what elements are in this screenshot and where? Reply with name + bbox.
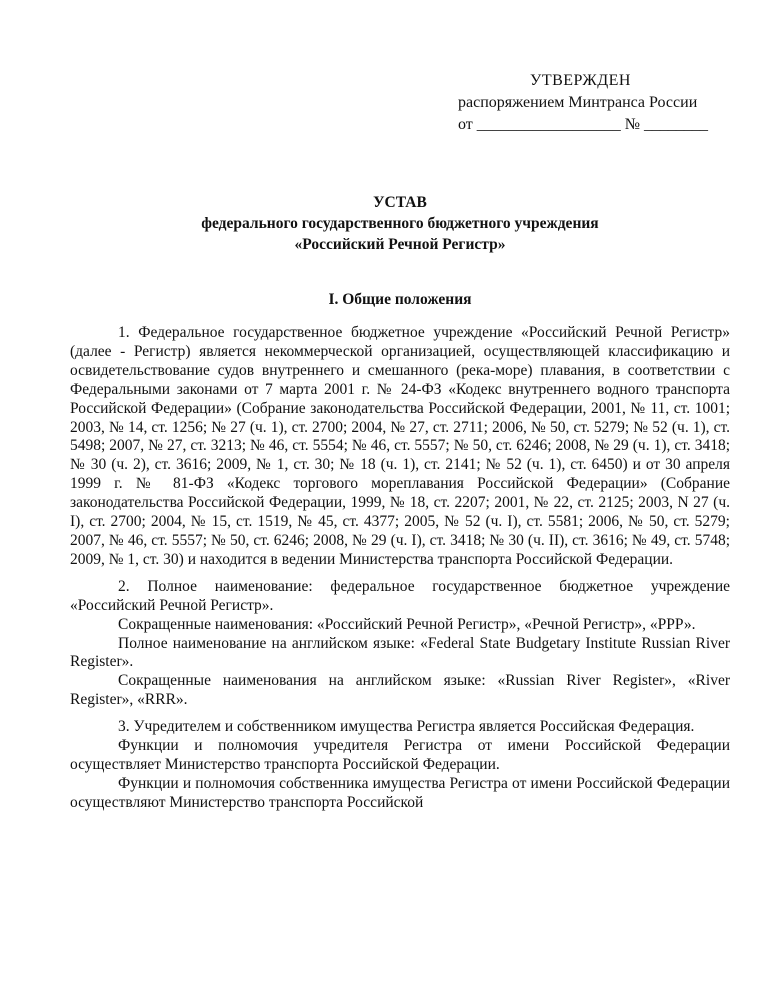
paragraph-owner-functions: Функции и полномочия собственника имущества Регистра от имени Российской Федерации осуществляют Министерство транспорта Российской: [70, 774, 730, 811]
paragraph-english-full-name: Полное наименование на английском языке: «Federal State Budgetary Institute Russian River Register».: [70, 634, 730, 671]
paragraph-founder-functions: Функции и полномочия учредителя Регистра от имени Российской Федерации осуществляет Министерство транспорта Российской Федерации.: [70, 737, 730, 773]
document-body: [70, 324, 730, 813]
title-line-charter: УСТАВ: [373, 194, 427, 211]
approval-title: УТВЕРЖДЕН: [530, 72, 631, 89]
title-line-institution-type: федерального государственного бюджетного учреждения: [201, 215, 599, 232]
document-title: [70, 192, 730, 255]
paragraph-short-names: Сокращенные наименования: «Российский Речной Регистр», «Речной Регистр», «РРР».: [118, 615, 696, 633]
approval-date-number-line: от __________________ № ________: [458, 116, 709, 133]
approval-order-line: распоряжением Минтранса России: [458, 94, 698, 111]
title-line-institution-name: «Российский Речной Регистр»: [294, 236, 506, 253]
paragraph-english-short-names: Сокращенные наименования на английском языке: «Russian River Register», «River Register», «RRR».: [70, 672, 730, 709]
paragraph-2: 2. Полное наименование: федеральное государственное бюджетное учреждение «Российский Речной Регистр».: [70, 577, 730, 614]
paragraph-3: 3. Учредителем и собственником имущества Регистра является Российская Федерация.: [118, 718, 695, 736]
paragraph-1: 1. Федеральное государственное бюджетное учреждение «Российский Речной Регистр» (далее - Регистр) является некоммерческой организацией, осуществляющей классификацию и освидетельствование судов внутреннего и смешанного (река-море) плавания, в соответствии с Федеральными законами от 7 марта 2001 г. № 24-ФЗ «Кодекс внутреннего водного транспорта Российской Федерации» (Собрание законодательства Российской Федерации, 2001, № 11, ст. 1001; 2003, № 14, ст. 1256; № 27 (ч. 1), ст. 2700; 2004, № 27, ст. 2711; 2006, № 50, ст. 5279; № 52 (ч. 1), ст. 5498; 2007, № 27, ст. 3213; № 46, ст. 5554; № 46, ст. 5557; № 50, ст. 6246; 2008, № 29 (ч. 1), ст. 3418; № 30 (ч. 2), ст. 3616; 2009, № 1, ст. 30; № 18 (ч. 1), ст. 2141; № 52 (ч. 1), ст. 6450) и от 30 апреля 1999 г. № 81-ФЗ «Кодекс торгового мореплавания Российской Федерации» (Собрание законодательства Российской Федерации, 1999, № 18, ст. 2207; 2001, № 22, ст. 2125; 2003, N 27 (ч. I), ст. 2700; 2004, № 15, ст. 1519, № 45, ст. 4377; 2005, № 52 (ч. I), ст. 5581; 2006, № 50, ст. 5279; 2007, № 46, ст. 5557; № 50, ст. 6246; 2008, № 29 (ч. I), ст. 3418; № 30 (ч. II), ст. 3616; № 49, ст. 5748; 2009, № 1, ст. 30) и находится в ведении Министерства транспорта Российской Федерации.: [70, 324, 730, 568]
approval-stamp-block: [458, 70, 738, 136]
section-heading: I. Общие положения: [328, 291, 472, 308]
